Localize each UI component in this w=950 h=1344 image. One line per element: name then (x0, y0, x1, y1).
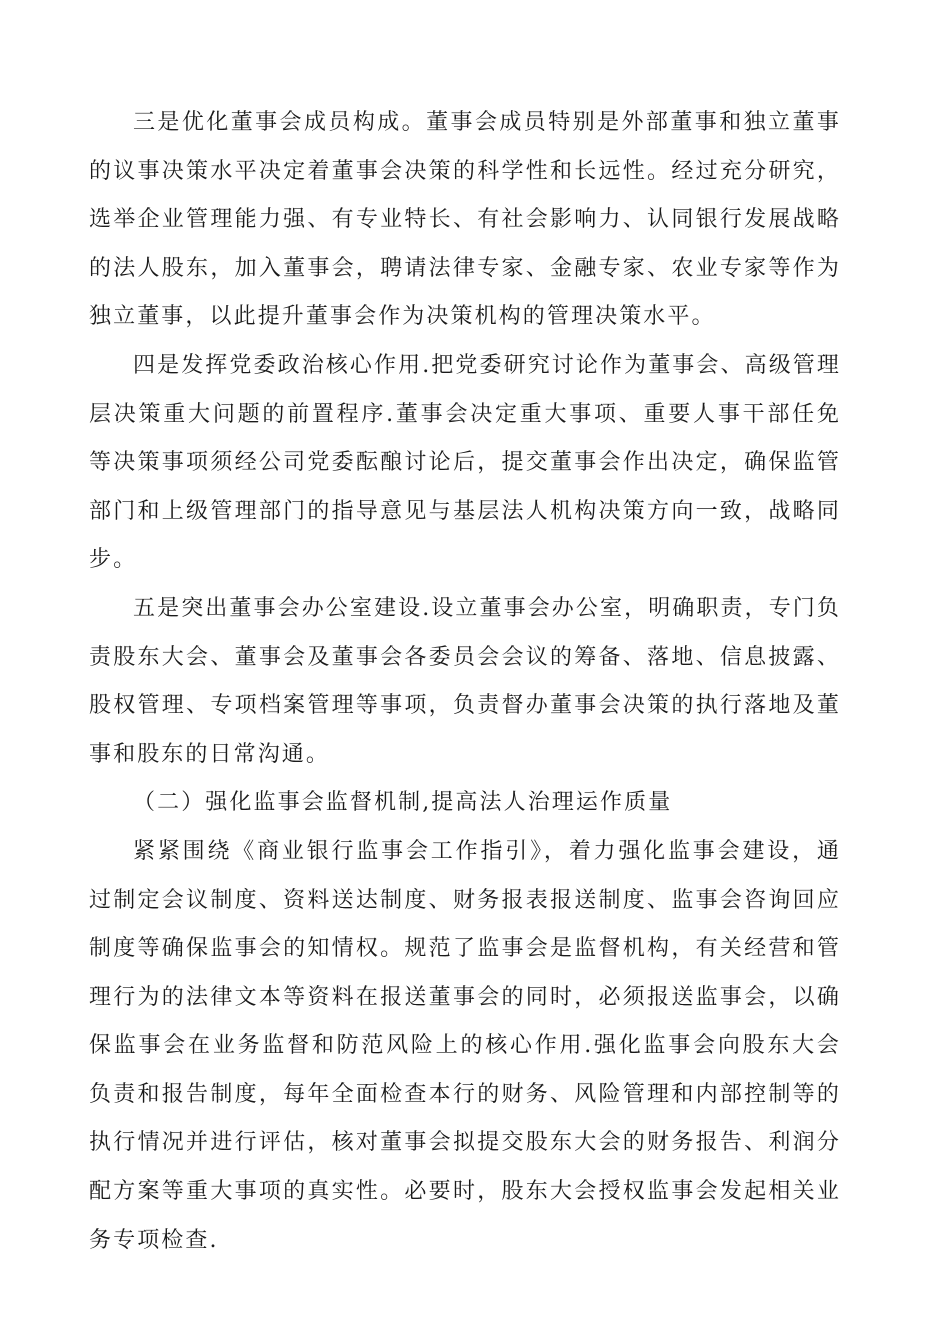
paragraph-party-committee: 四是发挥党委政治核心作用.把党委研究讨论作为董事会、高级管理层决策重大问题的前置程序.董事会决定重大事项、重要人事干部任免等决策事项须经公司党委酝酿讨论后，提交董事会作出决定，确保监管部门和上级管理部门的指导意见与基层法人机构决策方向一致，战略同步。 (89, 352, 841, 573)
paragraph-board-composition: 三是优化董事会成员构成。董事会成员特别是外部董事和独立董事的议事决策水平决定着董事会决策的科学性和长远性。经过充分研究，选举企业管理能力强、有专业特长、有社会影响力、认同银行发展战略的法人股东，加入董事会，聘请法律专家、金融专家、农业专家等作为独立董事，以此提升董事会作为决策机构的管理决策水平。 (89, 110, 841, 330)
paragraph-board-office: 五是突出董事会办公室建设.设立董事会办公室，明确职责，专门负责股东大会、董事会及董事会各委员会会议的筹备、落地、信息披露、股权管理、专项档案管理等事项，负责督办董事会决策的执行落地及董事和股东的日常沟通。 (89, 595, 841, 767)
paragraph-supervisory-board: 紧紧围绕《商业银行监事会工作指引》，着力强化监事会建设，通过制定会议制度、资料送达制度、财务报表报送制度、监事会咨询回应制度等确保监事会的知情权。规范了监事会是监督机构，有关经营和管理行为的法律文本等资料在报送董事会的同时，必须报送监事会，以确保监事会在业务监督和防范风险上的核心作用.强化监事会向股东大会负责和报告制度，每年全面检查本行的财务、风险管理和内部控制等的执行情况并进行评估，核对董事会拟提交股东大会的财务报告、利润分配方案等重大事项的真实性。必要时，股东大会授权监事会发起相关业务专项检查. (89, 838, 841, 1253)
document-body (89, 99, 841, 1265)
section-heading-supervisory-board: （二）强化监事会监督机制,提高法人治理运作质量 (133, 790, 673, 816)
